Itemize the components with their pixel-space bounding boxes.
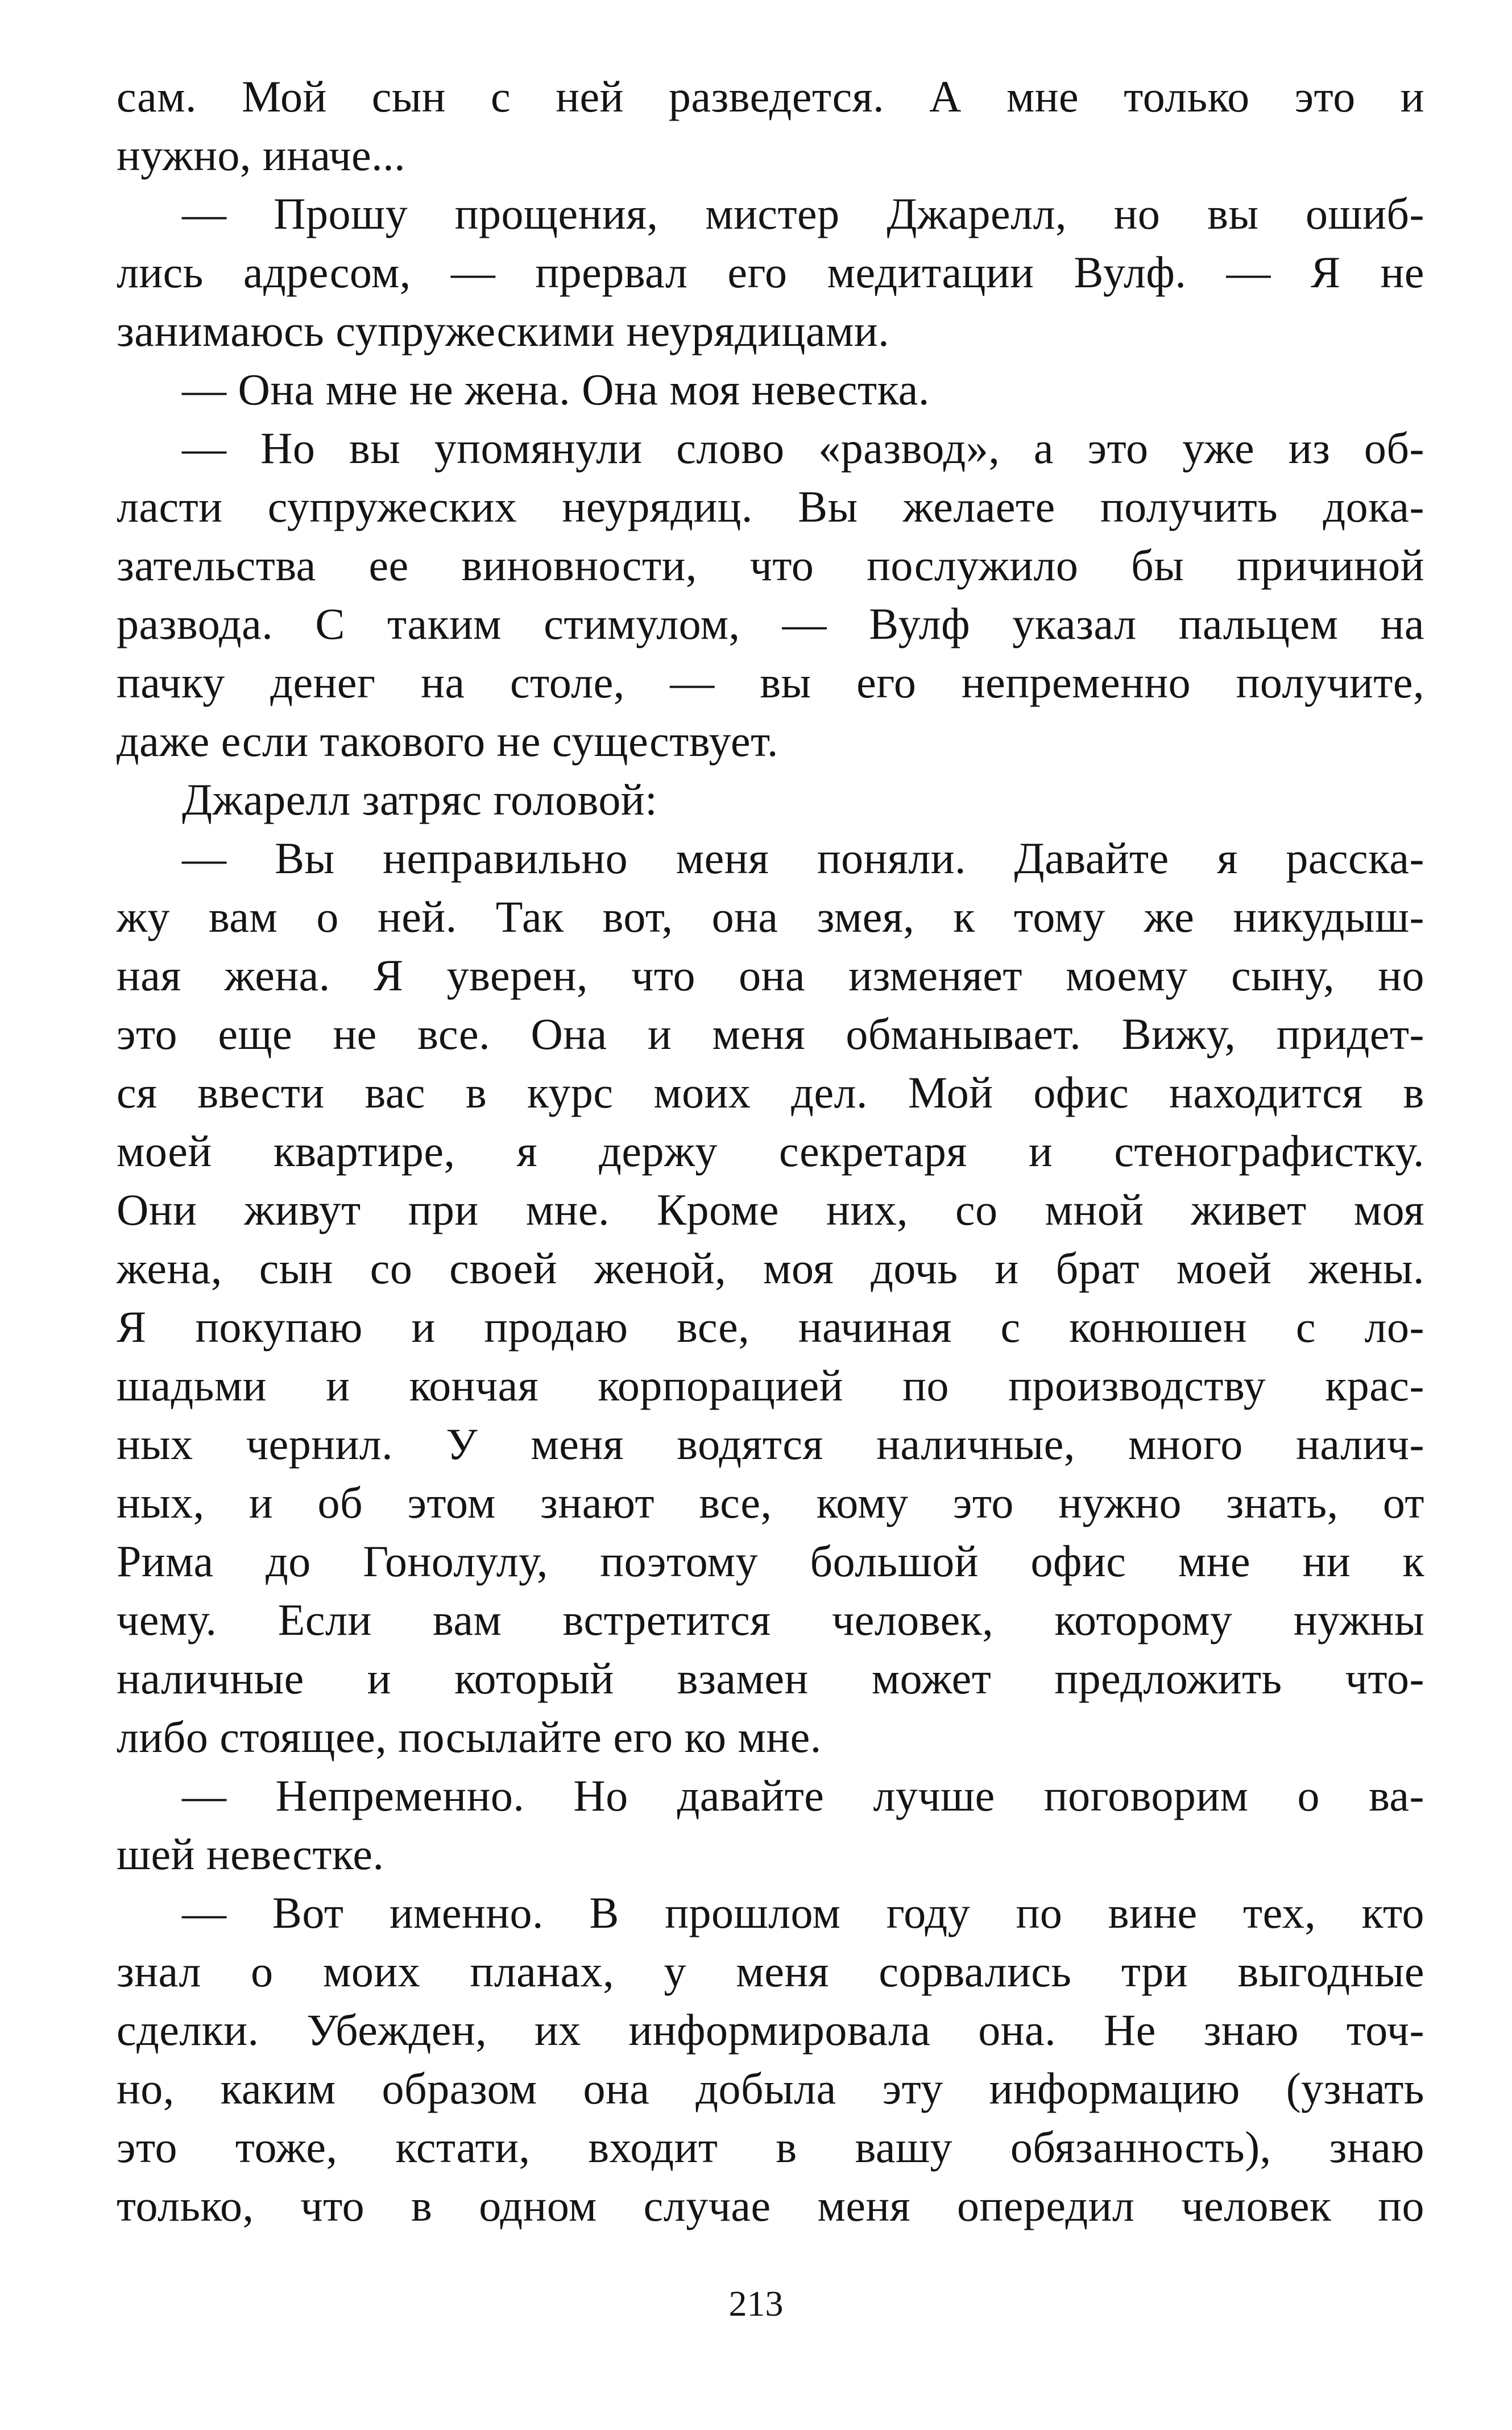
text-line: либо стоящее, посылайте его ко мне. bbox=[117, 1712, 822, 1762]
text-line: моей квартире, я держу секретаря и стенографистку. bbox=[117, 1126, 1424, 1176]
text-line: только, что в одном случае меня опередил человек по bbox=[117, 2181, 1424, 2230]
text-line: ласти супружеских неурядиц. Вы желаете получить дока- bbox=[117, 482, 1424, 531]
text-line: лись адресом, — прервал его медитации Вулф. — Я не bbox=[117, 247, 1424, 297]
text-line: — Вы неправильно меня поняли. Давайте я расска- bbox=[182, 833, 1424, 883]
text-line: даже если такового не существует. bbox=[117, 716, 778, 766]
text-line: ных чернил. У меня водятся наличные, много налич- bbox=[117, 1419, 1424, 1469]
text-line: но, каким образом она добыла эту информацию (узнать bbox=[117, 2064, 1424, 2113]
text-line: шей невестке. bbox=[117, 1829, 384, 1879]
text-line: знал о моих планах, у меня сорвались три выгодные bbox=[117, 1947, 1424, 1996]
text-line: Рима до Гонолулу, поэтому большой офис мне ни к bbox=[117, 1536, 1424, 1586]
text-line: нужно, иначе... bbox=[117, 130, 406, 180]
text-line: наличные и который взамен может предложить что- bbox=[117, 1654, 1424, 1703]
text-line: ся ввести вас в курс моих дел. Мой офис находится в bbox=[117, 1068, 1424, 1117]
text-line: жу вам о ней. Так вот, она змея, к тому же никудыш- bbox=[117, 892, 1424, 941]
text-line: Джарелл затряс головой: bbox=[182, 775, 658, 824]
text-line: — Вот именно. В прошлом году по вине тех, кто bbox=[182, 1888, 1424, 1937]
text-line: шадьми и кончая корпорацией по производству крас- bbox=[117, 1361, 1424, 1410]
text-line: — Но вы упомянули слово «развод», а это уже из об- bbox=[182, 423, 1424, 473]
text-line: Я покупаю и продаю все, начиная с конюшен с ло- bbox=[117, 1302, 1424, 1352]
text-line: зательства ее виновности, что послужило бы причиной bbox=[117, 540, 1424, 590]
text-line: развода. С таким стимулом, — Вулф указал пальцем на bbox=[117, 599, 1424, 648]
text-line: это тоже, кстати, входит в вашу обязанность), знаю bbox=[117, 2122, 1424, 2172]
text-line: ных, и об этом знают все, кому это нужно знать, от bbox=[117, 1478, 1424, 1527]
text-line: это еще не все. Она и меня обманывает. Вижу, придет- bbox=[117, 1009, 1424, 1059]
text-line: — Прошу прощения, мистер Джарелл, но вы ошиб- bbox=[182, 189, 1424, 238]
text-line: чему. Если вам встретится человек, которому нужны bbox=[117, 1595, 1424, 1644]
page-number: 213 bbox=[728, 2283, 784, 2324]
text-line: сделки. Убежден, их информировала она. Не знаю точ- bbox=[117, 2005, 1424, 2055]
text-line: занимаюсь супружескими неурядицами. bbox=[117, 306, 890, 356]
text-line: пачку денег на столе, — вы его непременно получите, bbox=[117, 658, 1424, 707]
text-line: жена, сын со своей женой, моя дочь и брат моей жены. bbox=[117, 1243, 1424, 1293]
text-line: — Она мне не жена. Она моя невестка. bbox=[182, 365, 930, 414]
text-line: ная жена. Я уверен, что она изменяет моему сыну, но bbox=[117, 950, 1424, 1000]
text-line: сам. Мой сын с ней разведется. А мне только это и bbox=[117, 72, 1424, 121]
text-line: Они живут при мне. Кроме них, со мной живет моя bbox=[117, 1185, 1424, 1234]
text-line: — Непременно. Но давайте лучше поговорим о ва- bbox=[182, 1771, 1424, 1820]
